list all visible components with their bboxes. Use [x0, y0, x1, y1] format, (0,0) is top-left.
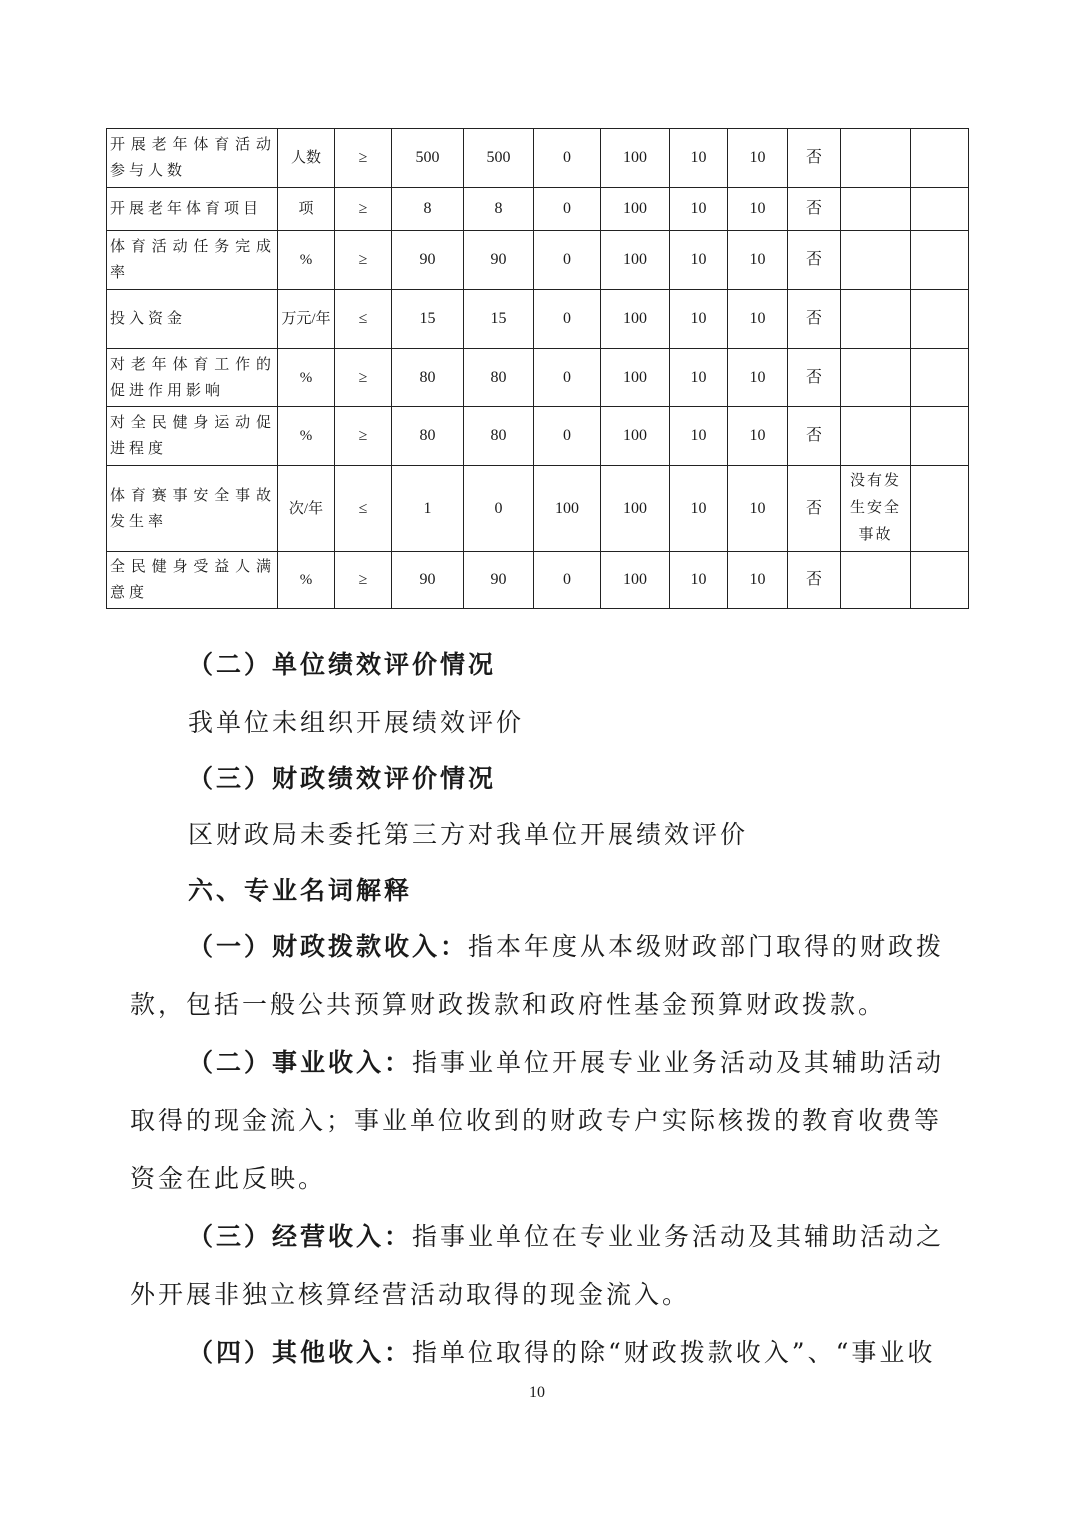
term-other-income — [130, 1324, 950, 1382]
cell-rate: 100 — [601, 290, 670, 349]
term-text: 指单位取得的除“财政拨款收入”、“事业收 — [412, 1338, 936, 1367]
cell-name: 对全民健身运动促进程度 — [107, 407, 278, 466]
cell-rate: 100 — [601, 349, 670, 407]
term-label: （三）经营收入： — [188, 1222, 413, 1251]
table-row — [107, 466, 969, 552]
performance-indicator-table — [106, 128, 969, 609]
cell-op: ≥ — [335, 552, 392, 609]
cell-unit: % — [278, 231, 335, 290]
cell-op: ≥ — [335, 407, 392, 466]
cell-note — [841, 407, 911, 466]
cell-op: ≥ — [335, 349, 392, 407]
cell-extra — [911, 466, 969, 552]
cell-note — [841, 290, 911, 349]
cell-name: 体育赛事安全事故发生率 — [107, 466, 278, 552]
cell-note — [841, 129, 911, 188]
table-row — [107, 231, 969, 290]
cell-target: 90 — [392, 552, 464, 609]
term-label: （四）其他收入： — [188, 1338, 413, 1367]
cell-name: 体育活动任务完成率 — [107, 231, 278, 290]
cell-actual: 90 — [464, 552, 534, 609]
cell-deviation: 0 — [534, 407, 601, 466]
cell-deviation: 0 — [534, 290, 601, 349]
cell-score: 10 — [728, 407, 788, 466]
cell-flag: 否 — [788, 349, 841, 407]
cell-note — [841, 349, 911, 407]
cell-weight: 10 — [670, 407, 728, 466]
term-operating-income — [130, 1208, 950, 1324]
cell-actual: 500 — [464, 129, 534, 188]
cell-unit: 人数 — [278, 129, 335, 188]
cell-name: 开展老年体育活动参与人数 — [107, 129, 278, 188]
cell-score: 10 — [728, 466, 788, 552]
cell-score: 10 — [728, 188, 788, 231]
table-row — [107, 290, 969, 349]
table-row — [107, 349, 969, 407]
cell-op: ≥ — [335, 231, 392, 290]
cell-extra — [911, 290, 969, 349]
finance-eval-heading: （三）财政绩效评价情况 — [188, 764, 497, 793]
cell-note — [841, 188, 911, 231]
cell-flag: 否 — [788, 466, 841, 552]
cell-weight: 10 — [670, 290, 728, 349]
term-text: 指本年度从本级财政部门取得的财政拨款，包括一般公共预算财政拨款和政府性基金预算财政拨款。 — [130, 932, 945, 1019]
term-text: 指事业单位开展专业业务活动及其辅助活动取得的现金流入；事业单位收到的财政专户实际核拨的教育收费等资金在此反映。 — [130, 1048, 945, 1193]
cell-flag: 否 — [788, 129, 841, 188]
cell-note — [841, 231, 911, 290]
cell-extra — [911, 231, 969, 290]
cell-target: 8 — [392, 188, 464, 231]
cell-target: 80 — [392, 407, 464, 466]
cell-actual: 80 — [464, 349, 534, 407]
cell-op: ≥ — [335, 129, 392, 188]
cell-actual: 15 — [464, 290, 534, 349]
term-business-income — [130, 1034, 950, 1208]
cell-flag: 否 — [788, 188, 841, 231]
cell-unit: 次/年 — [278, 466, 335, 552]
cell-flag: 否 — [788, 552, 841, 609]
cell-actual: 90 — [464, 231, 534, 290]
cell-rate: 100 — [601, 129, 670, 188]
term-text: 指事业单位在专业业务活动及其辅助活动之外开展非独立核算经营活动取得的现金流入。 — [130, 1222, 945, 1309]
cell-score: 10 — [728, 349, 788, 407]
cell-unit: 万元/年 — [278, 290, 335, 349]
cell-rate: 100 — [601, 231, 670, 290]
cell-deviation: 0 — [534, 188, 601, 231]
cell-flag: 否 — [788, 290, 841, 349]
cell-deviation: 0 — [534, 129, 601, 188]
cell-actual: 8 — [464, 188, 534, 231]
cell-deviation: 0 — [534, 231, 601, 290]
term-fiscal-appropriation — [130, 918, 950, 1034]
cell-op: ≤ — [335, 466, 392, 552]
glossary-heading: 六、专业名词解释 — [188, 876, 413, 905]
cell-score: 10 — [728, 552, 788, 609]
term-label: （二）事业收入： — [188, 1048, 413, 1077]
unit-eval-heading: （二）单位绩效评价情况 — [188, 650, 497, 679]
term-label: （一）财政拨款收入： — [188, 932, 469, 961]
cell-rate: 100 — [601, 466, 670, 552]
cell-actual: 0 — [464, 466, 534, 552]
cell-deviation: 0 — [534, 349, 601, 407]
cell-note — [841, 552, 911, 609]
table-row — [107, 188, 969, 231]
cell-score: 10 — [728, 129, 788, 188]
cell-rate: 100 — [601, 407, 670, 466]
cell-unit: % — [278, 407, 335, 466]
cell-extra — [911, 349, 969, 407]
cell-score: 10 — [728, 290, 788, 349]
cell-weight: 10 — [670, 188, 728, 231]
cell-actual: 80 — [464, 407, 534, 466]
cell-weight: 10 — [670, 349, 728, 407]
cell-name: 全民健身受益人满意度 — [107, 552, 278, 609]
cell-target: 1 — [392, 466, 464, 552]
cell-rate: 100 — [601, 552, 670, 609]
cell-unit: % — [278, 552, 335, 609]
cell-note: 没有发生安全事故 — [841, 466, 911, 552]
cell-target: 80 — [392, 349, 464, 407]
cell-unit: 项 — [278, 188, 335, 231]
cell-unit: % — [278, 349, 335, 407]
cell-weight: 10 — [670, 466, 728, 552]
cell-weight: 10 — [670, 129, 728, 188]
cell-rate: 100 — [601, 188, 670, 231]
cell-target: 15 — [392, 290, 464, 349]
cell-op: ≥ — [335, 188, 392, 231]
table-row — [107, 129, 969, 188]
cell-target: 90 — [392, 231, 464, 290]
cell-deviation: 100 — [534, 466, 601, 552]
cell-name: 投入资金 — [107, 290, 278, 349]
table-row — [107, 407, 969, 466]
page-number: 10 — [529, 1384, 545, 1401]
cell-extra — [911, 188, 969, 231]
cell-op: ≤ — [335, 290, 392, 349]
cell-weight: 10 — [670, 552, 728, 609]
cell-extra — [911, 407, 969, 466]
cell-name: 开展老年体育项目 — [107, 188, 278, 231]
cell-target: 500 — [392, 129, 464, 188]
cell-deviation: 0 — [534, 552, 601, 609]
cell-flag: 否 — [788, 231, 841, 290]
cell-weight: 10 — [670, 231, 728, 290]
table-row — [107, 552, 969, 609]
finance-eval-text: 区财政局未委托第三方对我单位开展绩效评价 — [188, 820, 749, 849]
cell-flag: 否 — [788, 407, 841, 466]
cell-name: 对老年体育工作的促进作用影响 — [107, 349, 278, 407]
cell-extra — [911, 129, 969, 188]
cell-extra — [911, 552, 969, 609]
cell-score: 10 — [728, 231, 788, 290]
unit-eval-text: 我单位未组织开展绩效评价 — [188, 708, 525, 737]
